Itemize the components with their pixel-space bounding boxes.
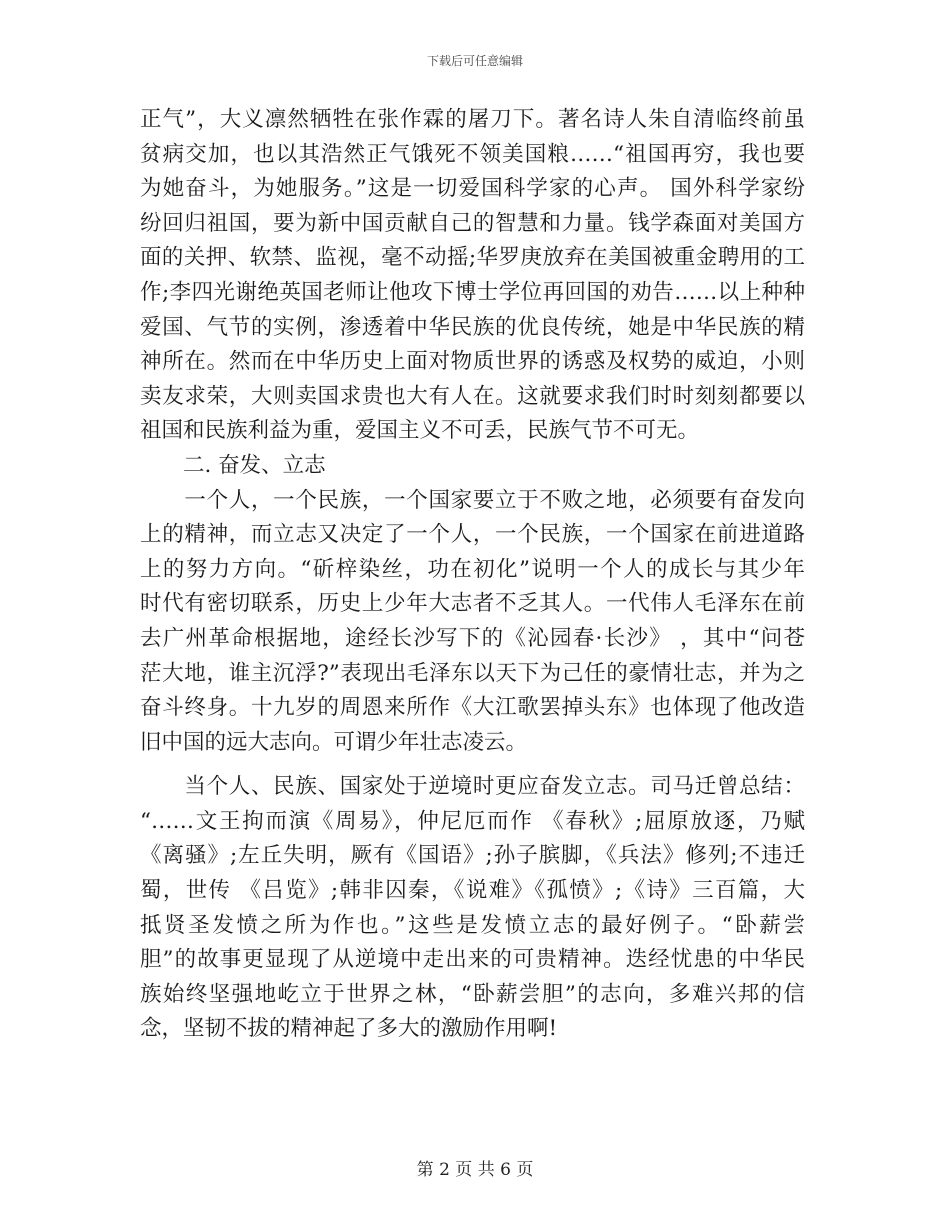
page-header: 下载后可任意编辑 (426, 54, 523, 68)
text-line: 《离骚》;左丘失明，厥有《国语》;孙子膑脚，《兵法》修列;不违迁 (140, 843, 805, 869)
text-line: 茫大地，谁主沉浮?”表现出毛泽东以天下为己任的豪情壮志，并为之 (140, 660, 805, 686)
text-line: 抵贤圣发愤之所为作也。”这些是发愤立志的最好例子。“卧薪尝 (140, 912, 805, 938)
paragraph-1 (140, 103, 805, 449)
text-line: 爱国、气节的实例，渗透着中华民族的优良传统，她是中华民族的精 (140, 314, 805, 340)
text-line: 祖国和民族利益为重，爱国主义不可丢，民族气节不可无。 (140, 418, 700, 444)
paragraph-spacer (140, 760, 805, 770)
text-line: 蜀，世传 《吕览》;韩非囚秦，《说难》《孤愤》;《诗》三百篇，大 (140, 878, 805, 904)
text-line: 念，坚韧不拔的精神起了多大的激励作用啊! (140, 1016, 558, 1042)
paragraph-3 (140, 770, 805, 1047)
paragraph-2 (140, 484, 805, 761)
text-line: 上的努力方向。“斫梓染丝，功在初化”说明一个人的成长与其少年 (140, 556, 805, 582)
section-heading-text: 二. 奋发、立志 (140, 452, 326, 478)
text-line: 旧中国的远大志向。可谓少年壮志凌云。 (140, 729, 528, 755)
text-line: “……文王拘而演《周易》，仲尼厄而作 《春秋》;屈原放逐，乃赋 (140, 808, 805, 834)
text-line: 面的关押、软禁、监视，毫不动摇;华罗庚放弃在美国被重金聘用的工 (140, 245, 805, 271)
text-line: 奋斗终身。十九岁的周恩来所作《大江歌罢掉头东》也体现了他改造 (140, 695, 805, 721)
text-line: 去广州革命根据地，途经长沙写下的《沁园春·长沙》 ，其中“问苍 (140, 625, 805, 651)
text-line: 上的精神，而立志又决定了一个人，一个民族，一个国家在前进道路 (140, 522, 805, 548)
text-line: 纷回归祖国，要为新中国贡献自己的智慧和力量。钱学森面对美国方 (140, 210, 805, 236)
document-body (140, 103, 805, 1047)
section-heading (140, 449, 805, 484)
text-line: 正气”，大义凛然牺牲在张作霖的屠刀下。著名诗人朱自清临终前虽 (140, 107, 805, 132)
page-footer: 第 2 页 共 6 页 (416, 1160, 534, 1180)
text-line: 神所在。然而在中华历史上面对物质世界的诱惑及权势的威迫，小则 (140, 349, 805, 375)
text-line: 族始终坚强地屹立于世界之林，“卧薪尝胆”的志向，多难兴邦的信 (140, 981, 805, 1007)
text-line: 作;李四光谢绝英国老师让他攻下博士学位再回国的劝告……以上种种 (140, 279, 805, 305)
text-line: 贫病交加，也以其浩然正气饿死不领美国粮……“祖国再穷，我也要 (140, 141, 805, 167)
text-line: 为她奋斗，为她服务。”这是一切爱国科学家的心声。 国外科学家纷 (140, 176, 805, 202)
text-line: 当个人、民族、国家处于逆境时更应奋发立志。司马迁曾总结： (140, 774, 805, 800)
text-line: 胆”的故事更显现了从逆境中走出来的可贵精神。迭经忧患的中华民 (140, 947, 805, 973)
text-line: 卖友求荣，大则卖国求贵也大有人在。这就要求我们时时刻刻都要以 (140, 383, 805, 409)
text-line: 时代有密切联系，历史上少年大志者不乏其人。一代伟人毛泽东在前 (140, 591, 805, 617)
text-line: 一个人，一个民族，一个国家要立于不败之地，必须要有奋发向 (140, 487, 805, 513)
